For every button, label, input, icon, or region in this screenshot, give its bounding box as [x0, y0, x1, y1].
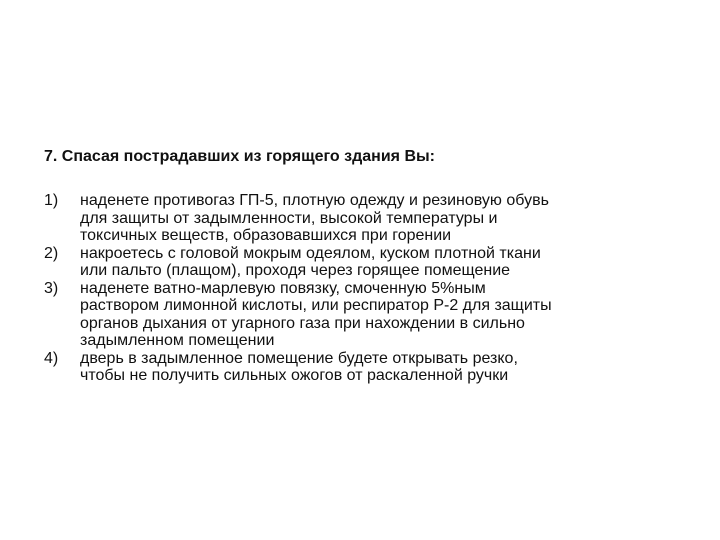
answer-item-4 [44, 350, 694, 385]
answer-line: чтобы не получить сильных ожогов от раскаленной ручки [80, 367, 509, 384]
answer-number: 4) [44, 349, 59, 367]
answer-line: наденете ватно-марлевую повязку, смоченную 5%ным [80, 279, 486, 297]
answer-line: задымленном помещении [80, 332, 275, 349]
answer-item-1 [44, 192, 694, 245]
answer-line: раствором лимонной кислоты, или респиратор Р-2 для защиты [80, 297, 552, 314]
answer-item-2 [44, 245, 694, 280]
answer-item-3 [44, 280, 694, 350]
answer-list [44, 192, 694, 385]
answer-line: для защиты от задымленности, высокой температуры и [80, 209, 498, 227]
answer-number: 3) [44, 279, 59, 297]
answer-line: органов дыхания от угарного газа при нахождении в сильно [80, 314, 525, 332]
answer-line: или пальто (плащом), проходя через горящее помещение [80, 262, 511, 279]
answer-line: накроетесь с головой мокрым одеялом, куском плотной ткани [80, 244, 541, 262]
answer-number: 1) [44, 192, 59, 209]
answer-line: наденете противогаз ГП-5, плотную одежду и резиновую обувь [80, 192, 549, 209]
answer-number: 2) [44, 244, 59, 262]
answer-line: токсичных веществ, образовавшихся при горении [80, 227, 452, 244]
answer-line: дверь в задымленное помещение будете открывать резко, [80, 349, 518, 367]
question-title: 7. Спасая пострадавших из горящего здания Вы: [44, 148, 435, 165]
